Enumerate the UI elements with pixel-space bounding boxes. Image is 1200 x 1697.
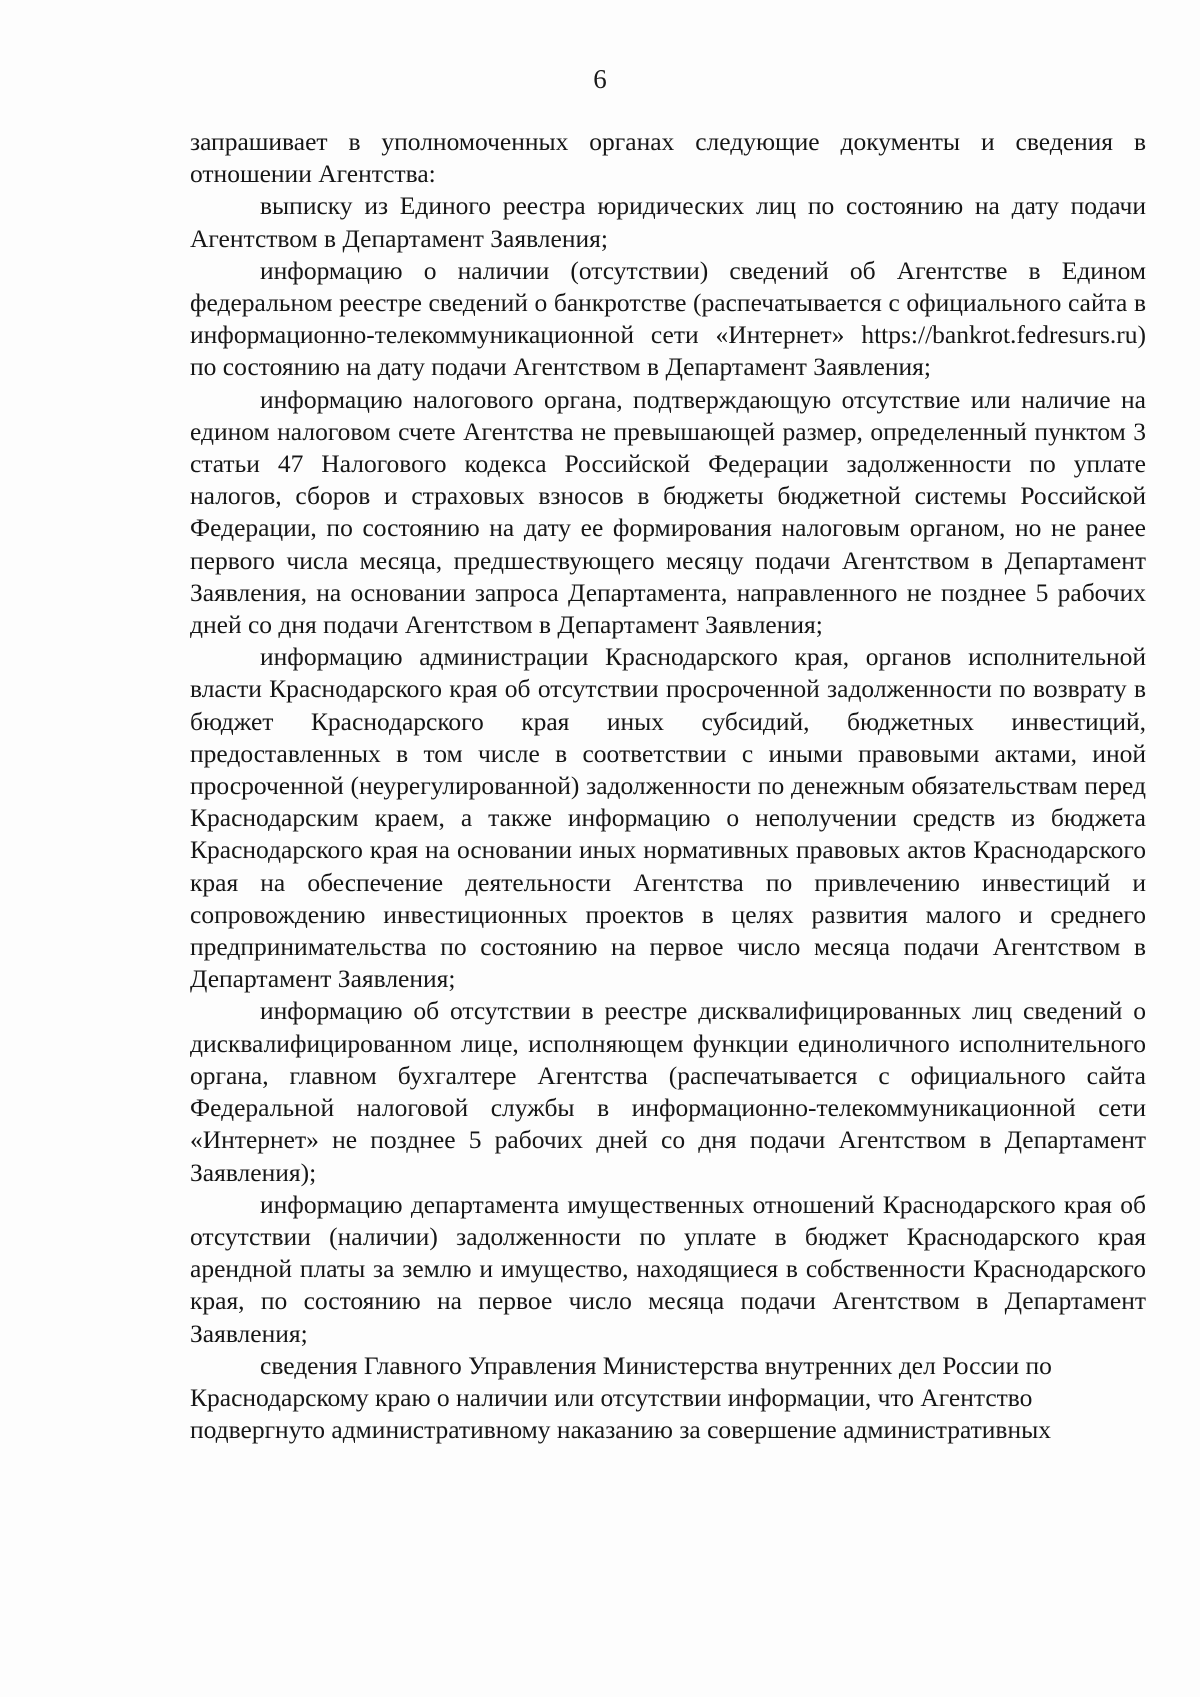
paragraph-interior-ministry-info: сведения Главного Управления Министерства внутренних дел России по Краснодарскому краю о наличии или отсутствии информации, что Агентство подвергнуто административному наказанию за совершение административных xyxy=(190,1350,1052,1445)
page-number: 6 xyxy=(593,64,607,94)
paragraph-administration-info: информацию администрации Краснодарского края, органов исполнительной власти Краснодарского края об отсутствии просроченной задолженности по возврату в бюджет Краснодарского края иных субсидий, бюджетных инвестиций, предоставленных в том числе в соответствии с иными правовыми актами, иной просроченной (неурегулированной) задолженности по денежным обязательствам перед Краснодарским краем, а также информацию о неполучении средств из бюджета Краснодарского края на основании иных нормативных правовых актов Краснодарского края на обеспечение деятельности Агентства по привлечению инвестиций и сопровождению инвестиционных проектов в целях развития малого и среднего предпринимательства по состоянию на первое число месяца подачи Агентством в Департамент Заявления; xyxy=(190,642,1146,994)
paragraph-property-department-info: информацию департамента имущественных отношений Краснодарского края об отсутствии (наличии) задолженности по уплате в бюджет Краснодарского края арендной платы за землю и имущество, находящиеся в собственности Краснодарского края, по состоянию на первое число месяца подачи Агентством в Департамент Заявления; xyxy=(190,1189,1146,1348)
paragraph-egrul-extract: выписку из Единого реестра юридических лиц по состоянию на дату подачи Агентством в Департамент Заявления; xyxy=(190,191,1146,253)
paragraph-intro: запрашивает в уполномоченных органах следующие документы и сведения в отношении Агентства: xyxy=(190,127,1146,189)
paragraph-tax-info: информацию налогового органа, подтверждающую отсутствие или наличие на едином налоговом счете Агентства не превышающей размер, определенный пунктом 3 статьи 47 Налогового кодекса Российской Федерации задолженности по уплате налогов, сборов и страховых взносов в бюджеты бюджетной системы Российской Федерации, по состоянию на дату ее формирования налоговым органом, но не ранее первого числа месяца, предшествующего месяцу подачи Агентством в Департамент Заявления, на основании запроса Департамента, направленного не позднее 5 рабочих дней со дня подачи Агентством в Департамент Заявления; xyxy=(190,384,1146,640)
paragraph-bankruptcy-info: информацию о наличии (отсутствии) сведений об Агентстве в Едином федеральном реестре сведений о банкротстве (распечатывается с официального сайта в информационно-телекоммуникационной сети «Интернет» https://bankrot.fedresurs.ru) по состоянию на дату подачи Агентством в Департамент Заявления; xyxy=(190,255,1146,382)
document-body xyxy=(190,126,1146,1446)
paragraph-disqualified-registry-info: информацию об отсутствии в реестре дисквалифицированных лиц сведений о дисквалифицированном лице, исполняющем функции единоличного исполнительного органа, главном бухгалтере Агентства (распечатывается с официального сайта Федеральной налоговой службы в информационно-телекоммуникационной сети «Интернет» не позднее 5 рабочих дней со дня подачи Агентством в Департамент Заявления); xyxy=(190,996,1146,1187)
